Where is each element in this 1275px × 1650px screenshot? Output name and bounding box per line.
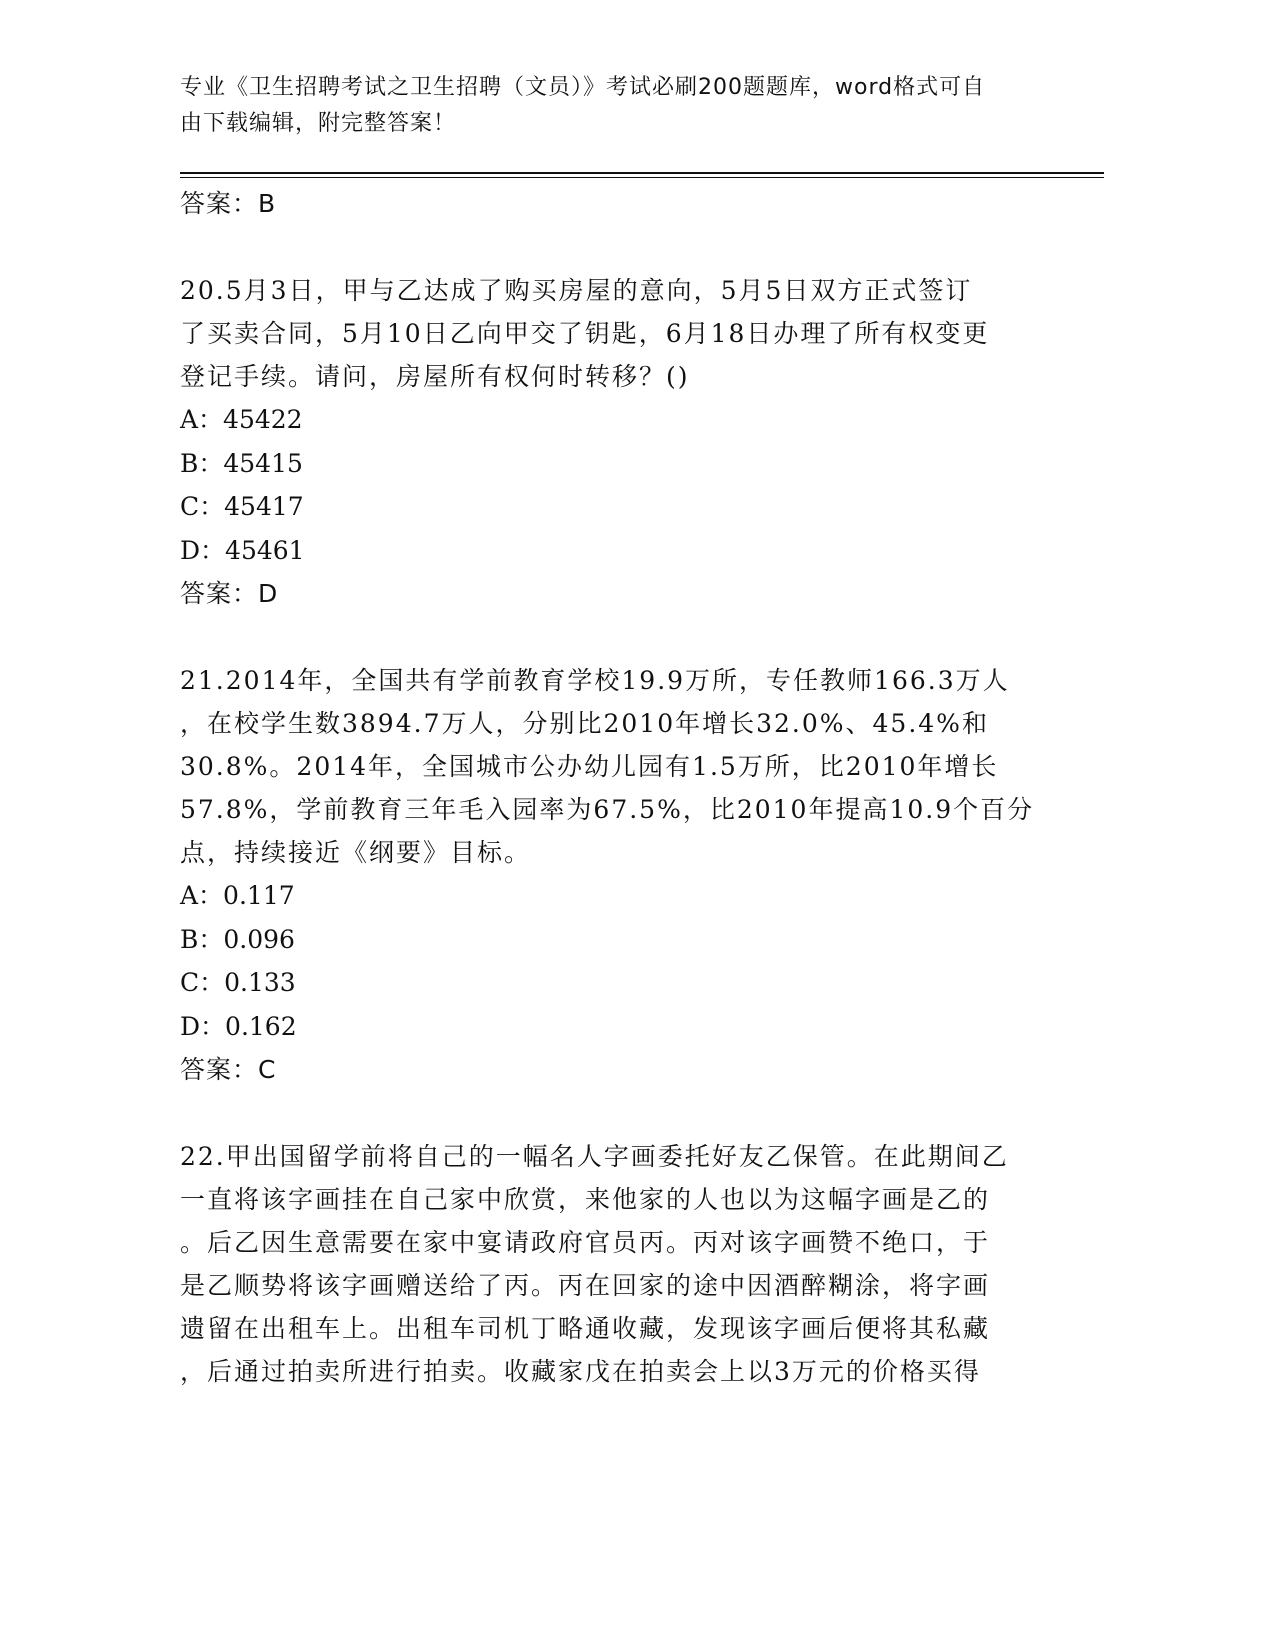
header-divider-thin: [180, 177, 1104, 178]
answer: 答案：C: [180, 1055, 277, 1084]
option-b: B：45415: [180, 448, 303, 478]
question-stem-line: 登记手续。请问，房屋所有权何时转移？(): [180, 362, 690, 391]
question-stem-line: 30.8%。2014年，全国城市公办幼儿园有1.5万所，比2010年增长: [180, 752, 999, 781]
header-line: 由下载编辑，附完整答案！: [180, 111, 457, 136]
question-21: [180, 659, 1040, 1091]
question-stem-line: 。后乙因生意需要在家中宴请政府官员丙。丙对该字画赞不绝口，于: [180, 1228, 991, 1257]
question-stem-line: 了买卖合同，5月10日乙向甲交了钥匙，6月18日办理了所有权变更: [180, 319, 990, 348]
question-stem-line: 点，持续接近《纲要》目标。: [180, 838, 532, 867]
option-c: C：45417: [180, 492, 304, 521]
question-22: [180, 1135, 1040, 1393]
header-line: 专业《卫生招聘考试之卫生招聘（文员）》考试必刷200题题库，word格式可自: [180, 75, 986, 100]
question-20: [180, 269, 1040, 615]
question-stem-line: ，在校学生数3894.7万人，分别比2010年增长32.0%、45.4%和: [180, 709, 989, 738]
page-header: [180, 70, 1050, 142]
question-stem-line: 57.8%，学前教育三年毛入园率为67.5%，比2010年提高10.9个百分: [180, 795, 1035, 824]
question-stem-line: 20.5月3日，甲与乙达成了购买房屋的意向，5月5日双方正式签订: [180, 276, 973, 305]
option-c: C：0.133: [180, 968, 296, 997]
header-divider: [180, 172, 1104, 174]
option-d: D：0.162: [180, 1011, 297, 1041]
option-a: A：0.117: [180, 881, 295, 910]
option-d: D：45461: [180, 535, 305, 565]
question-stem-line: 22.甲出国留学前将自己的一幅名人字画委托好友乙保管。在此期间乙: [180, 1142, 1009, 1171]
question-stem-line: 一直将该字画挂在自己家中欣赏，来他家的人也以为这幅字画是乙的: [180, 1185, 991, 1214]
option-b: B：0.096: [180, 924, 295, 954]
document-body: [180, 182, 1040, 1393]
answer: 答案：D: [180, 579, 279, 608]
previous-answer: 答案：B: [180, 189, 277, 218]
question-stem-line: ，后通过拍卖所进行拍卖。收藏家戊在拍卖会上以3万元的价格买得: [180, 1357, 981, 1386]
option-a: A：45422: [180, 405, 303, 434]
question-stem-line: 21.2014年，全国共有学前教育学校19.9万所，专任教师166.3万人: [180, 666, 1010, 695]
question-stem-line: 遗留在出租车上。出租车司机丁略通收藏，发现该字画后便将其私藏: [180, 1314, 991, 1343]
question-stem-line: 是乙顺势将该字画赠送给了丙。丙在回家的途中因酒醉糊涂，将字画: [180, 1271, 991, 1300]
